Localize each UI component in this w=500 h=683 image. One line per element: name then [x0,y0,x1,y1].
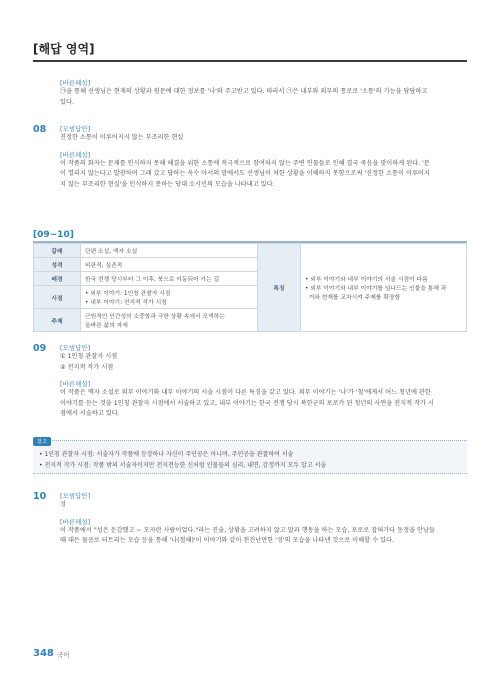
note-line: • 1인칭 관찰자 시점: 서술자가 작품에 등장하나 자신이 주인공은 아니며, 주인공을 관찰하여 서술 [39,451,294,458]
subject-label: 국어 [57,651,70,659]
top-explanation [60,78,465,108]
explain-label: [바른해설] [60,517,91,526]
feature-line: • 외부 이야기와 내부 이야기의 서술 시점이 다름 [305,277,428,283]
table-key-theme: 주제 [34,309,81,332]
answer-text: ① 1인칭 관찰자 시점 [60,353,118,360]
feature-line: • 외부 이야기와 내부 이야기를 넘나드는 인물을 통해 과 [305,286,447,292]
explain-label: [바른해설] [60,380,91,388]
range-title: [09~10] [33,230,74,240]
explain-line: 있다. [60,98,74,106]
question-number-08: 08 [33,124,47,135]
explain-line: 지 않는 부조리한 현실'을 인식하지 못하는 당대 소시민의 모습을 나타내고 있다. [60,180,275,188]
answer-text: 진정한 소통이 이루어지지 않는 부조리한 현실 [60,134,184,141]
page-number: 348 [33,648,54,659]
explain-line: 점에서 서술하고 있다. [60,410,120,417]
note-tag: 참고 [33,437,51,446]
q09-block [60,343,465,420]
answer-text: ② 전지적 작가 시점 [60,363,114,371]
table-value-setting: 한국 전쟁 당시부터 그 이후, 북으로 이동되어 가는 길 [81,272,258,286]
explain-line: 이야기를 듣는 것을 1인칭 관찰자 시점에서 서술하고 있고, 내부 이야기는 한국 전쟁 당시 북한군의 포로가 된 청년의 사연을 전지적 작가 시 [60,399,434,407]
table-key-feature: 특징 [258,244,301,332]
explain-label: [바른해설] [60,79,91,87]
note-box [33,440,467,474]
answer-label: [모범답안] [60,125,91,133]
work-info-table [33,243,467,332]
feature-line: 거와 현재를 교차시켜 주제를 확장함 [305,295,401,301]
page-title: [해답 영역] [33,42,95,56]
explain-line: 이 작품은 액자 소설로 외부 이야기와 내부 이야기의 서술 시점이 다른 특징을 갖고 있다. 외부 이야기는 '나'가 '철'에게서 어느 청년에 관한 [60,389,431,396]
question-number-10: 10 [33,491,47,502]
table-key-nature: 성격 [34,258,81,272]
answer-text: 성 [60,501,66,508]
table-value-nature: 비판적, 실존적 [81,258,258,272]
explain-line: 때 대든 물음로 터트리는 모습 등을 통해 '나(철해)'이 이야기와 같이 천진난만한 '성'의 모습을 나타낸 것으로 이해할 수 있다. [60,537,394,544]
q08-block [60,124,465,190]
table-value-genre: 단편 소설, 액자 소설 [81,244,258,258]
explain-line: ㉠을 통해 선생님은 현재의 상황과 원문에 대한 정보를 '나'와 주고받고 있다. 따라서 ㉠은 내부와 외부의 통로로 '소통'의 기능을 담당하고 [60,88,428,95]
table-value-viewpoint: • 외부 이야기: 1인칭 관찰자 시점 • 내부 이야기: 전지적 작가 시점 [81,286,258,309]
answer-label: [모범답안] [60,492,91,500]
table-key-genre: 갈래 [34,244,81,258]
explain-label: [바른해설] [60,150,91,159]
explain-line: 이 작품에서 "성은 둔감했고 ~ 모자란 사람이었다."라는 진술, 상황을 고려하지 않고 말과 행동을 하는 모습, 포로로 잡혀가다 동정을 안남들 [60,526,435,534]
q10-block [60,491,465,547]
table-key-viewpoint: 시점 [34,286,81,309]
note-line: • 전지적 작가 시점: 작품 밖의 서술자이지만 전지전능한 신처럼 인물들의 심리, 내면, 감정까지 모두 알고 서술 [39,462,327,469]
explain-line: 이 열리지 않는다고 발광하며 그래 갔고 답하는 옥수 아서의 말에서도 선생님이 처한 상황을 이해하지 못함으로써 '진정한 소통이 이루어지 [60,170,430,177]
table-value-theme: 근원적인 인간성의 소중함과 극한 상황 속에서 모색하는 올바른 삶의 자세 [81,309,258,332]
header-bar [33,40,467,62]
answer-label: [모범답안] [60,344,91,352]
question-number-09: 09 [33,343,47,354]
table-value-feature [301,244,467,332]
explain-line: 이 작품의 화자는 문제를 인식하지 못해 해결을 위한 소통에 적극적으로 참여하지 않는 주변 인물들로 인해 결국 죽음을 맞이하게 된다. '문 [60,159,430,167]
table-key-setting: 배경 [34,272,81,286]
